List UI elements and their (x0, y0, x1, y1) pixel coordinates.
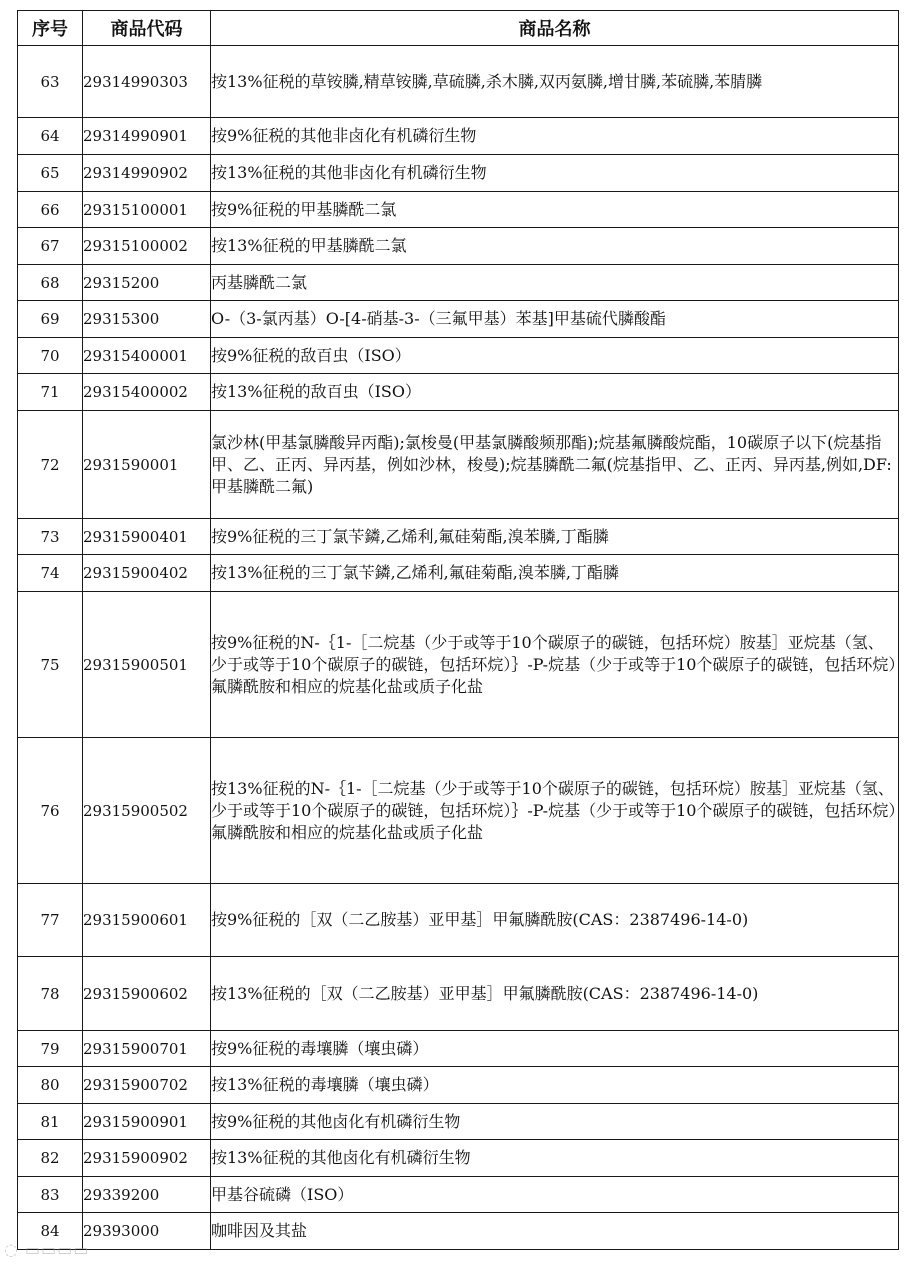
seq-cell: 80 (18, 1067, 83, 1104)
name-cell: 按9%征税的三丁氯苄鏻,乙烯利,氟硅菊酯,溴苯膦,丁酯膦 (211, 519, 899, 555)
table-row (18, 884, 899, 957)
name-cell: 按13%征税的草铵膦,精草铵膦,草硫膦,杀木膦,双丙氨膦,增甘膦,苯硫膦,苯腈膦 (211, 46, 899, 118)
name-cell: 按9%征税的其他卤化有机磷衍生物 (211, 1104, 899, 1140)
seq-cell: 65 (18, 155, 83, 192)
header-code: 商品代码 (83, 11, 211, 46)
seq-cell: 72 (18, 411, 83, 519)
name-cell: 丙基膦酰二氯 (211, 265, 899, 301)
seq-cell: 76 (18, 738, 83, 884)
code-cell: 29314990901 (83, 118, 211, 155)
header-name: 商品名称 (211, 11, 899, 46)
seq-cell: 82 (18, 1140, 83, 1177)
code-cell: 2931590001 (83, 411, 211, 519)
table-row (18, 1140, 899, 1177)
table-row (18, 1104, 899, 1140)
table-row (18, 411, 899, 519)
table-row (18, 738, 899, 884)
code-cell: 29315100001 (83, 192, 211, 228)
name-cell: 按9%征税的毒壤膦（壤虫磷） (211, 1031, 899, 1067)
header-seq: 序号 (18, 11, 83, 46)
watermark-logo: ◌ ▭▭▭▭ (4, 1240, 90, 1259)
seq-cell: 83 (18, 1177, 83, 1213)
name-cell: 按13%征税的敌百虫（ISO） (211, 374, 899, 411)
seq-cell: 74 (18, 555, 83, 592)
seq-cell: 64 (18, 118, 83, 155)
code-cell: 29315900602 (83, 957, 211, 1031)
code-cell: 29315900601 (83, 884, 211, 957)
seq-cell: 77 (18, 884, 83, 957)
name-cell: O-（3-氯丙基）O-[4-硝基-3-（三氟甲基）苯基]甲基硫代膦酸酯 (211, 301, 899, 338)
table-row (18, 1213, 899, 1250)
seq-cell: 79 (18, 1031, 83, 1067)
code-cell: 29315200 (83, 265, 211, 301)
table-row (18, 46, 899, 118)
table-row (18, 338, 899, 374)
code-cell: 29315900502 (83, 738, 211, 884)
table-row (18, 1067, 899, 1104)
table-row (18, 228, 899, 265)
table-header-row (18, 11, 899, 46)
code-cell: 29339200 (83, 1177, 211, 1213)
code-cell: 29315900401 (83, 519, 211, 555)
seq-cell: 71 (18, 374, 83, 411)
seq-cell: 69 (18, 301, 83, 338)
table-row (18, 957, 899, 1031)
name-cell: 按9%征税的其他非卤化有机磷衍生物 (211, 118, 899, 155)
name-cell: 按9%征税的［双（二乙胺基）亚甲基］甲氟膦酰胺(CAS：2387496-14-0) (211, 884, 899, 957)
seq-cell: 68 (18, 265, 83, 301)
seq-cell: 75 (18, 592, 83, 738)
name-cell: 按13%征税的三丁氯苄鏻,乙烯利,氟硅菊酯,溴苯膦,丁酯膦 (211, 555, 899, 592)
seq-cell: 84 (18, 1213, 83, 1250)
seq-cell: 66 (18, 192, 83, 228)
name-cell: 按13%征税的甲基膦酰二氯 (211, 228, 899, 265)
code-cell: 29314990902 (83, 155, 211, 192)
seq-cell: 67 (18, 228, 83, 265)
code-cell: 29315900902 (83, 1140, 211, 1177)
code-cell: 29315400001 (83, 338, 211, 374)
code-cell: 29315300 (83, 301, 211, 338)
name-cell: 按9%征税的N-｛1-［二烷基（少于或等于10个碳原子的碳链，包括环烷）胺基］亚烷基（氢、少于或等于10个碳原子的碳链，包括环烷）｝-P-烷基（少于或等于10个碳原子的碳链，包括环烷）氟膦酰胺和相应的烷基化盐或质子化盐 (211, 592, 899, 738)
seq-cell: 70 (18, 338, 83, 374)
table-row (18, 192, 899, 228)
name-cell: 按13%征税的毒壤膦（壤虫磷） (211, 1067, 899, 1104)
goods-table (17, 10, 899, 1250)
code-cell: 29315900501 (83, 592, 211, 738)
code-cell: 29315900702 (83, 1067, 211, 1104)
table-body (18, 46, 899, 1250)
table-row (18, 1031, 899, 1067)
name-cell: 按13%征税的其他卤化有机磷衍生物 (211, 1140, 899, 1177)
table-row (18, 592, 899, 738)
table-row (18, 118, 899, 155)
code-cell: 29315400002 (83, 374, 211, 411)
name-cell: 甲基谷硫磷（ISO） (211, 1177, 899, 1213)
seq-cell: 63 (18, 46, 83, 118)
code-cell: 29315900402 (83, 555, 211, 592)
table-row (18, 265, 899, 301)
code-cell: 29315100002 (83, 228, 211, 265)
code-cell: 29315900701 (83, 1031, 211, 1067)
name-cell: 按13%征税的［双（二乙胺基）亚甲基］甲氟膦酰胺(CAS：2387496-14-0) (211, 957, 899, 1031)
table-row (18, 374, 899, 411)
name-cell: 按9%征税的敌百虫（ISO） (211, 338, 899, 374)
name-cell: 按9%征税的甲基膦酰二氯 (211, 192, 899, 228)
seq-cell: 81 (18, 1104, 83, 1140)
name-cell: 咖啡因及其盐 (211, 1213, 899, 1250)
table-row (18, 155, 899, 192)
code-cell: 29393000 (83, 1213, 211, 1250)
table-row (18, 519, 899, 555)
table-row (18, 1177, 899, 1213)
name-cell: 氯沙林(甲基氯膦酸异丙酯);氯梭曼(甲基氯膦酸频那酯);烷基氟膦酸烷酯，10碳原子以下(烷基指甲、乙、正丙、异丙基，例如沙林，梭曼);烷基膦酰二氟(烷基指甲、乙、正丙、异丙基,例如,DF:甲基膦酰二氟) (211, 411, 899, 519)
table-row (18, 301, 899, 338)
seq-cell: 78 (18, 957, 83, 1031)
code-cell: 29315900901 (83, 1104, 211, 1140)
name-cell: 按13%征税的其他非卤化有机磷衍生物 (211, 155, 899, 192)
code-cell: 29314990303 (83, 46, 211, 118)
table-row (18, 555, 899, 592)
seq-cell: 73 (18, 519, 83, 555)
name-cell: 按13%征税的N-｛1-［二烷基（少于或等于10个碳原子的碳链，包括环烷）胺基］亚烷基（氢、少于或等于10个碳原子的碳链，包括环烷）｝-P-烷基（少于或等于10个碳原子的碳链，包括环烷）氟膦酰胺和相应的烷基化盐或质子化盐 (211, 738, 899, 884)
